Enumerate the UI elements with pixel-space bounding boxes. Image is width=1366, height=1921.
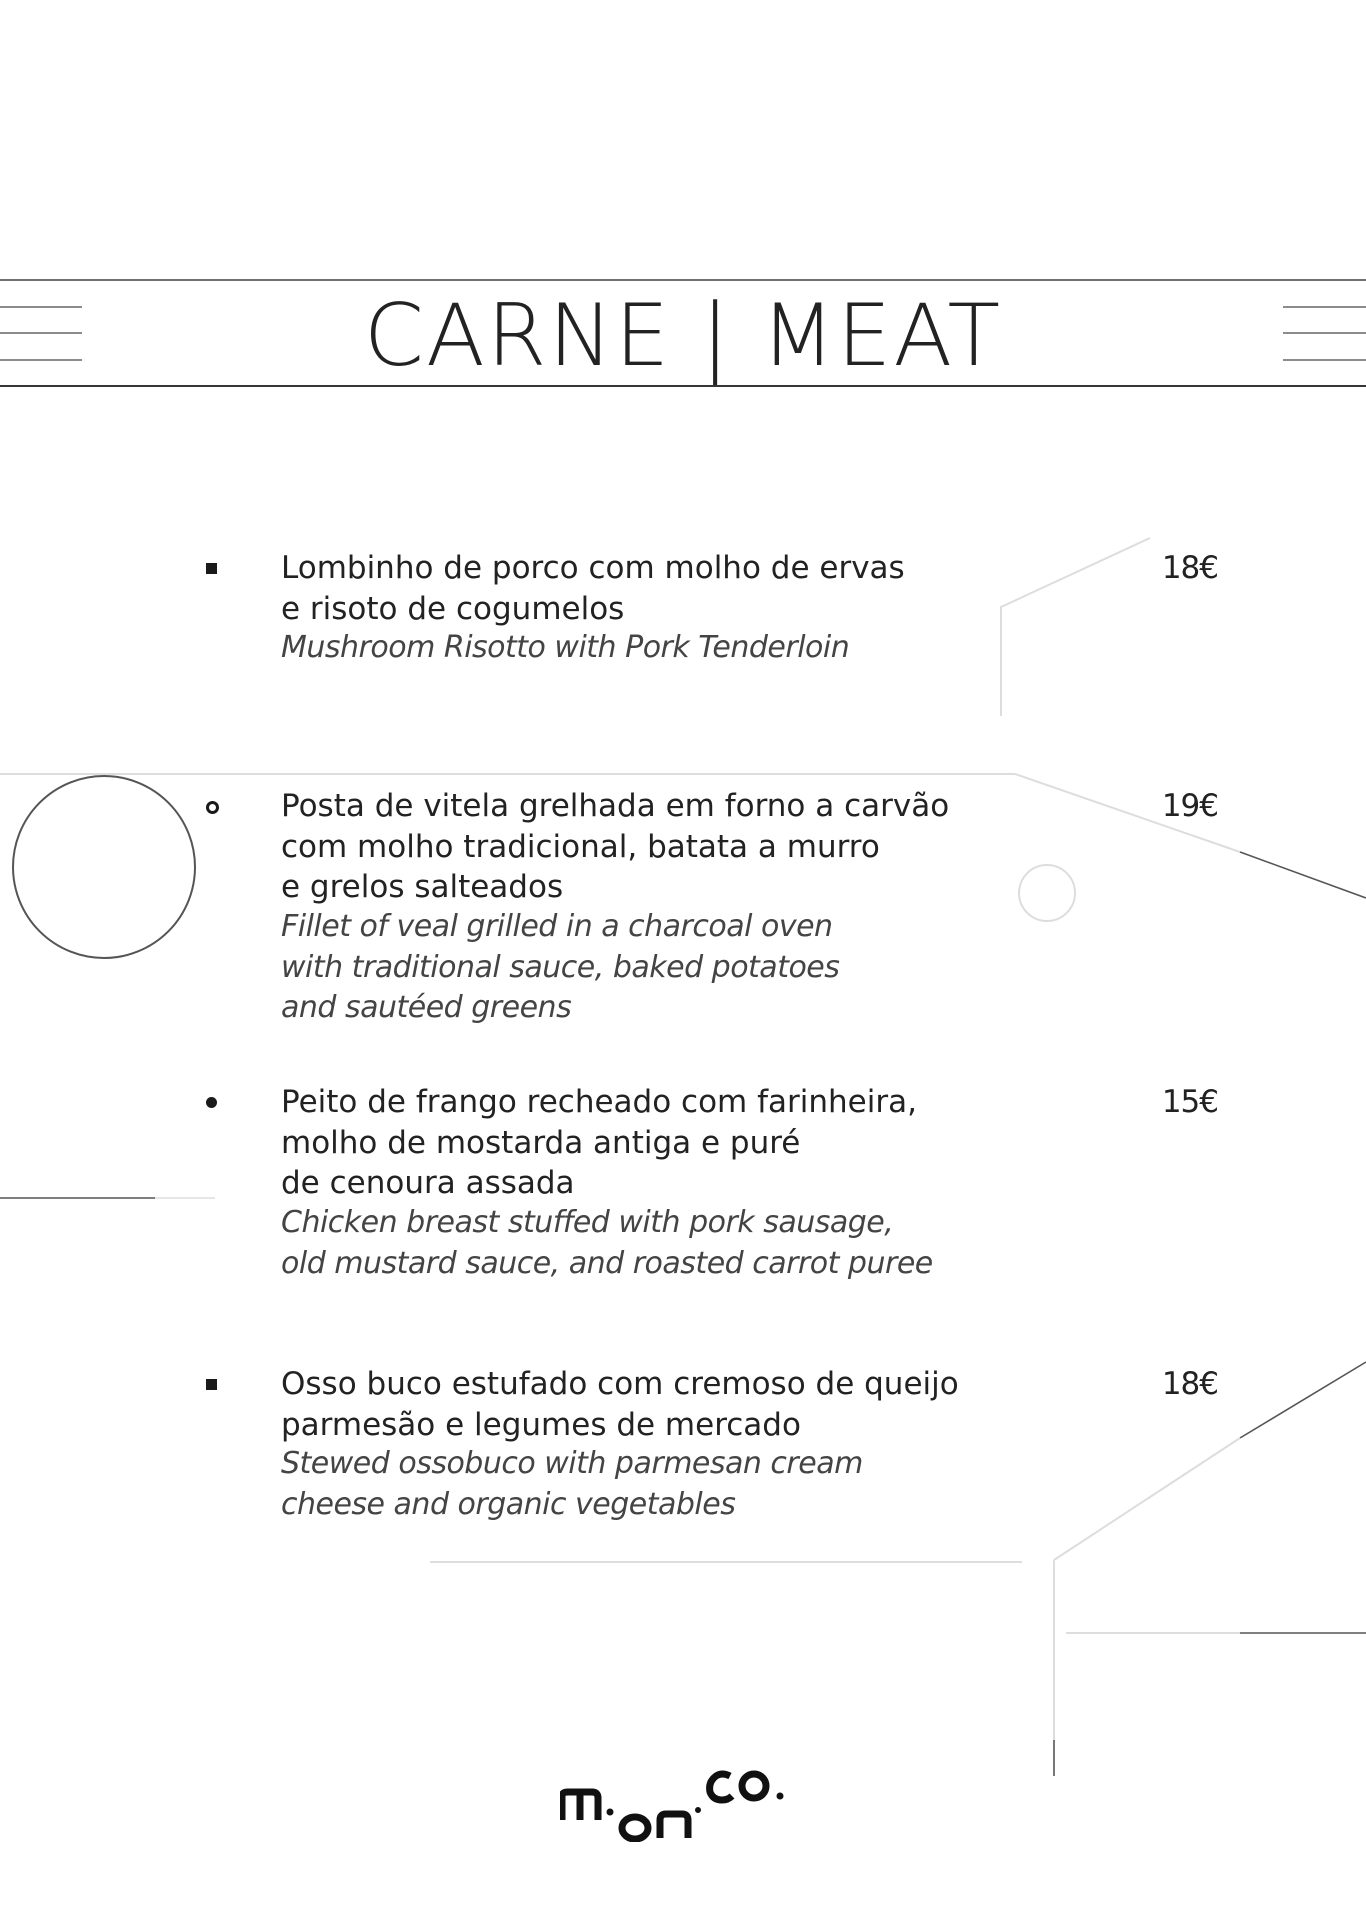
item-description: Stewed ossobuco with parmesan cream cheese and organic vegetables [281,1446,863,1522]
bullet-ring-icon [206,801,219,814]
item-name: Osso buco estufado com cremoso de queijo parmesão e legumes de mercado [281,1366,959,1443]
deco-circle-large [13,776,195,958]
deco-line-4 [1240,852,1366,898]
bullet-square-icon [206,1379,217,1390]
item-price: 19€ [1161,788,1218,824]
deco-line-7 [1240,1362,1366,1438]
item-name: Posta de vitela grelhada em forno a carvão com molho tradicional, batata a murro e grelos salteados [281,788,950,905]
item-price: 15€ [1161,1084,1218,1120]
bullet-dot-icon [206,1097,217,1108]
deco-line-8 [1054,1438,1240,1560]
item-name: Lombinho de porco com molho de ervas e risoto de cogumelos [281,550,905,627]
item-price: 18€ [1161,550,1218,586]
item-description: Chicken breast stuffed with pork sausage, old mustard sauce, and roasted carrot puree [281,1205,933,1281]
page-title: CARNE | MEAT [363,286,1003,386]
item-description: Mushroom Risotto with Pork Tenderloin [281,630,850,665]
item-description: Fillet of veal grilled in a charcoal oven with traditional sauce, baked potatoes and sautéed greens [281,909,840,1025]
brand-logo [560,1762,810,1842]
item-price: 18€ [1161,1366,1218,1402]
item-name: Peito de frango recheado com farinheira, molho de mostarda antiga e puré de cenoura assada [281,1084,917,1201]
bullet-square-icon [206,563,217,574]
